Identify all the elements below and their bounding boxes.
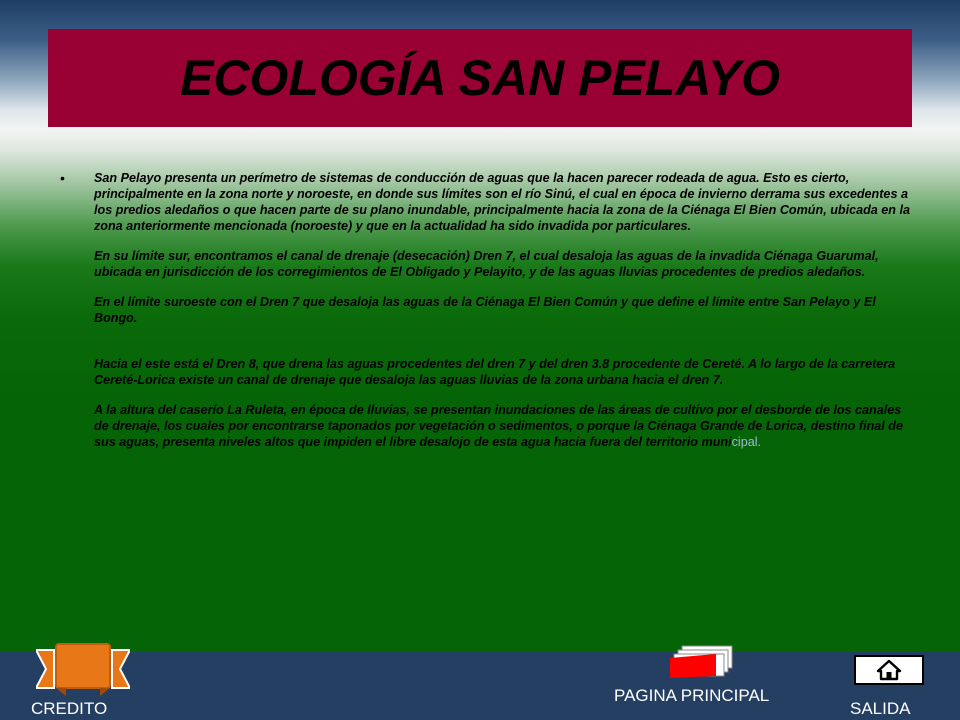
paragraph-3: En el límite suroeste con el Dren 7 que desaloja las aguas de la Ciénaga El Bien Común y que define el límite entre San Pelayo y El Bongo. (94, 295, 876, 325)
paragraph-5-tail: cipal. (731, 435, 761, 449)
slide-content (60, 170, 910, 450)
pagina-principal-label[interactable]: PAGINA PRINCIPAL (614, 686, 770, 705)
ribbon-banner-icon (36, 642, 130, 698)
paragraph-4: Hacia el este está el Dren 8, que drena las aguas procedentes del dren 7 y del dren 3.8 procedente de Cereté. A lo largo de la carretera Cereté-Lorica existe un canal de drenaje que desaloja las aguas lluvias de la zona urbana hacia el dren 7. (94, 357, 896, 387)
slide-title: ECOLOGÍA SAN PELAYO (179, 50, 781, 106)
salida-button[interactable] (854, 655, 924, 685)
credito-button[interactable] (36, 642, 130, 698)
home-icon (876, 659, 902, 681)
paragraph-5 (94, 402, 910, 450)
card-stack-icon (668, 644, 734, 684)
paragraph-2: En su límite sur, encontramos el canal de drenaje (desecación) Dren 7, el cual desaloja las aguas de la invadida Ciénaga Guarumal, ubicada en jurisdicción de los corregimientos de El Obligado y Pelayito, y de las aguas lluvias procedentes de predios aledaños. (94, 249, 879, 279)
salida-label[interactable]: SALIDA (850, 699, 911, 718)
paragraph-5-text: A la altura del caserío La Ruleta, en época de lluvias, se presentan inundaciones de las áreas de cultivo por el desborde de los canales de drenaje, los cuales por encontrarse taponados por vegetación o sedimentos, o porque la Ciénaga Grande de Lorica, destino final de sus aguas, presenta niveles altos que impiden el libre desalojo de esta agua hacia fuera del territorio muni (94, 403, 903, 449)
bullet-marker: • (60, 170, 65, 186)
title-bar (48, 29, 912, 127)
credito-label[interactable]: CREDITO (31, 699, 108, 718)
bottom-nav-bar (0, 652, 960, 720)
pagina-principal-button[interactable] (668, 644, 734, 684)
paragraph-1: San Pelayo presenta un perímetro de sistemas de conducción de aguas que la hacen parecer rodeada de agua. Esto es cierto, principalmente en la zona norte y noroeste, en donde sus límites son el río Sinú, el cual en época de invierno derrama sus excedentes a los predios aledaños o que hacen parte de su plano inundable, principalmente hacia la zona de la Ciénaga El Bien Común, ubicada en la zona anteriormente mencionada (noroeste) y que en la actualidad ha sido invadida por particulares. (94, 171, 910, 233)
